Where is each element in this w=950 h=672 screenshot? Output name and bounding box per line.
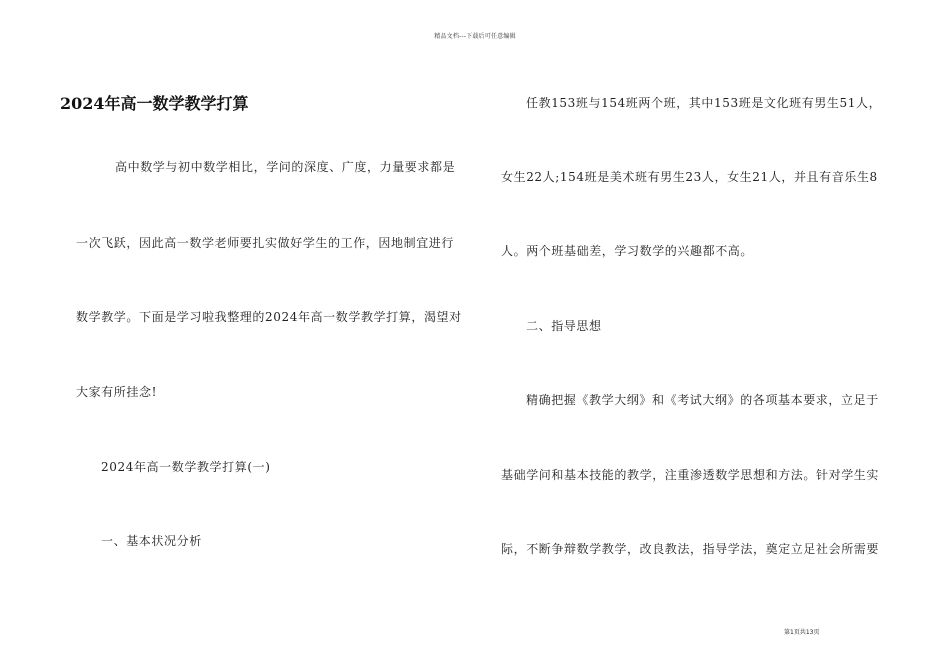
para1-line-1: 任教153班与154班两个班，其中153班是文化班有男生51人， xyxy=(526,96,882,110)
page-number: 第1页共13页 xyxy=(784,629,820,636)
document-title: 2024年高一数学教学打算 xyxy=(60,94,249,113)
section1-heading: 一、基本状况分析 xyxy=(101,534,202,548)
para1-line-2: 女生22人;154班是美术班有男生23人，女生21人，并且有音乐生8 xyxy=(501,170,878,184)
para2-line-2: 基础学问和基本技能的教学，注重渗透数学思想和方法。针对学生实 xyxy=(501,468,880,482)
intro-line-4: 大家有所挂念! xyxy=(76,385,158,399)
intro-line-3: 数学教学。下面是学习啦我整理的2024年高一数学教学打算，渴望对 xyxy=(76,310,462,324)
intro-line-2: 一次飞跃，因此高一数学老师要扎实做好学生的工作，因地制宜进行 xyxy=(76,236,455,250)
header-note: 精品文档---下载后可任意编辑 xyxy=(434,33,516,40)
para2-line-3: 际，不断争辩数学教学，改良教法，指导学法，奠定立足社会所需要 xyxy=(501,542,880,556)
section2-heading: 二、指导思想 xyxy=(526,319,602,333)
para2-line-1: 精确把握《教学大纲》和《考试大纲》的各项基本要求，立足于 xyxy=(526,393,879,407)
para1-line-3: 人。两个班基础差，学习数学的兴趣都不高。 xyxy=(501,244,754,258)
intro-line-1: 高中数学与初中数学相比，学问的深度、广度，力量要求都是 xyxy=(115,160,456,174)
subtitle: 2024年高一数学教学打算(一) xyxy=(101,460,271,474)
